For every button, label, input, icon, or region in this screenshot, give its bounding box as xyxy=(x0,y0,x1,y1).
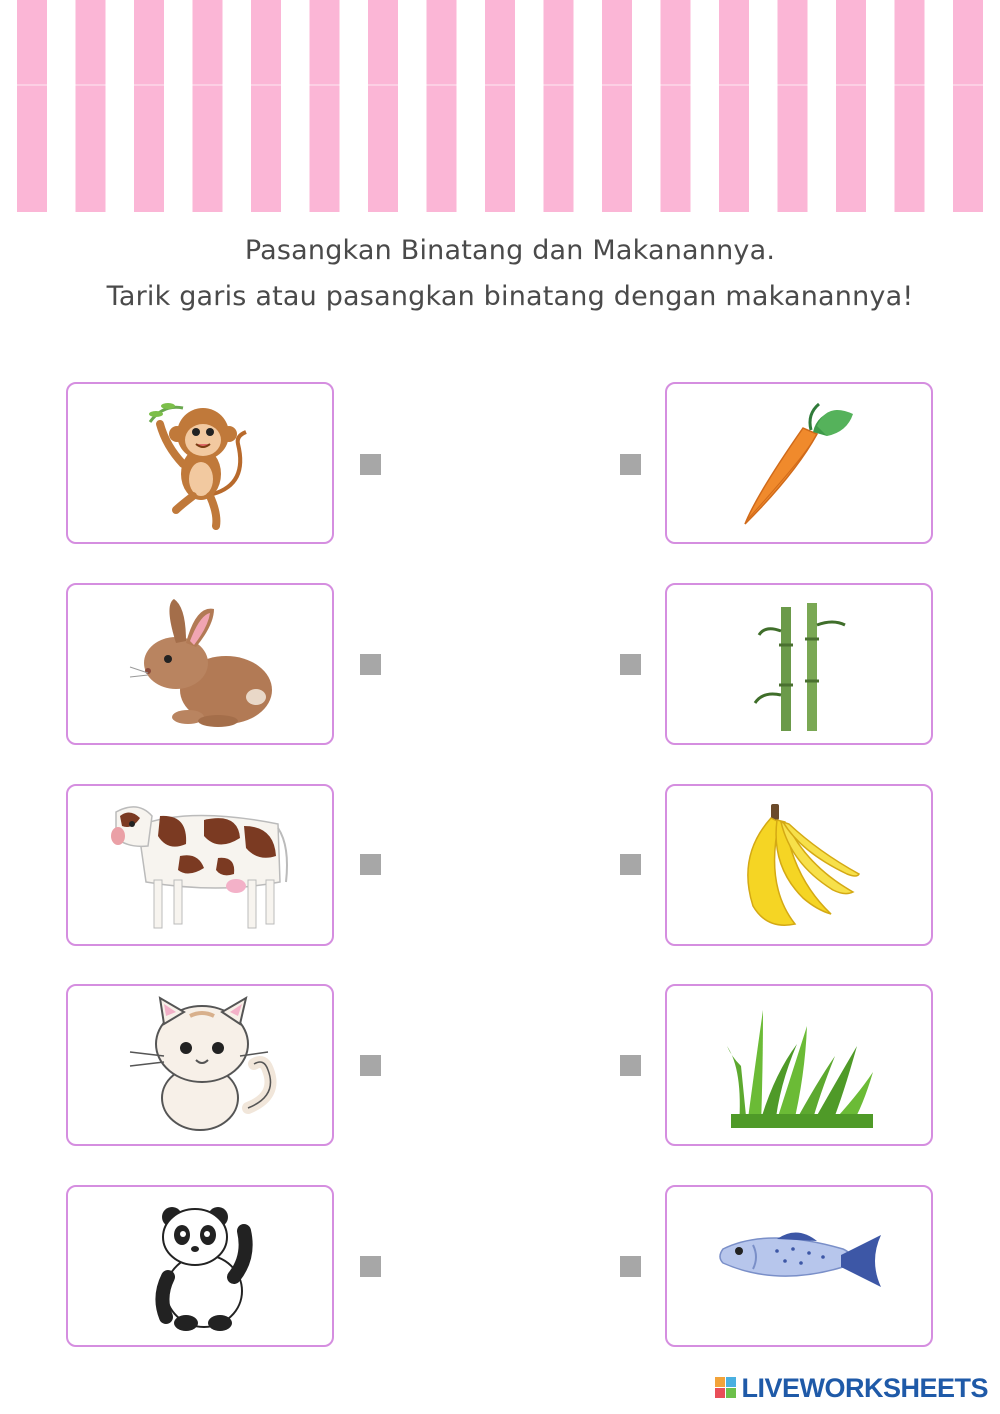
animal-card-cat xyxy=(66,984,334,1146)
page-title: Pasangkan Binatang dan Makanannya. xyxy=(244,235,776,266)
food-card-grass xyxy=(665,984,933,1146)
liveworksheets-logo xyxy=(715,1374,988,1402)
rabbit-icon xyxy=(68,585,336,747)
banana-icon xyxy=(667,786,935,948)
match-dot-right-5[interactable] xyxy=(620,1256,641,1277)
match-dot-right-2[interactable] xyxy=(620,654,641,675)
match-dot-left-5[interactable] xyxy=(360,1256,381,1277)
grass-icon xyxy=(667,986,935,1148)
carrot-icon xyxy=(667,384,935,546)
bamboo-icon xyxy=(667,585,935,747)
match-dot-right-4[interactable] xyxy=(620,1055,641,1076)
monkey-icon xyxy=(68,384,336,546)
match-dot-left-3[interactable] xyxy=(360,854,381,875)
food-card-banana xyxy=(665,784,933,946)
fish-icon xyxy=(667,1187,935,1349)
liveworksheets-icon xyxy=(715,1377,737,1399)
match-dot-left-2[interactable] xyxy=(360,654,381,675)
cow-icon xyxy=(68,786,336,948)
food-card-fish xyxy=(665,1185,933,1347)
striped-header-banner xyxy=(0,0,1000,212)
match-dot-left-1[interactable] xyxy=(360,454,381,475)
animal-card-panda xyxy=(66,1185,334,1347)
match-dot-left-4[interactable] xyxy=(360,1055,381,1076)
animal-card-rabbit xyxy=(66,583,334,745)
panda-icon xyxy=(68,1187,336,1349)
instructions: Tarik garis atau pasangkan binatang dengan makanannya! xyxy=(106,281,914,312)
match-dot-right-1[interactable] xyxy=(620,454,641,475)
animal-card-cow xyxy=(66,784,334,946)
animal-card-monkey xyxy=(66,382,334,544)
match-dot-right-3[interactable] xyxy=(620,854,641,875)
cat-icon xyxy=(68,986,336,1148)
brand-name: LIVEWORKSHEETS xyxy=(741,1372,988,1403)
food-card-bamboo xyxy=(665,583,933,745)
food-card-carrot xyxy=(665,382,933,544)
